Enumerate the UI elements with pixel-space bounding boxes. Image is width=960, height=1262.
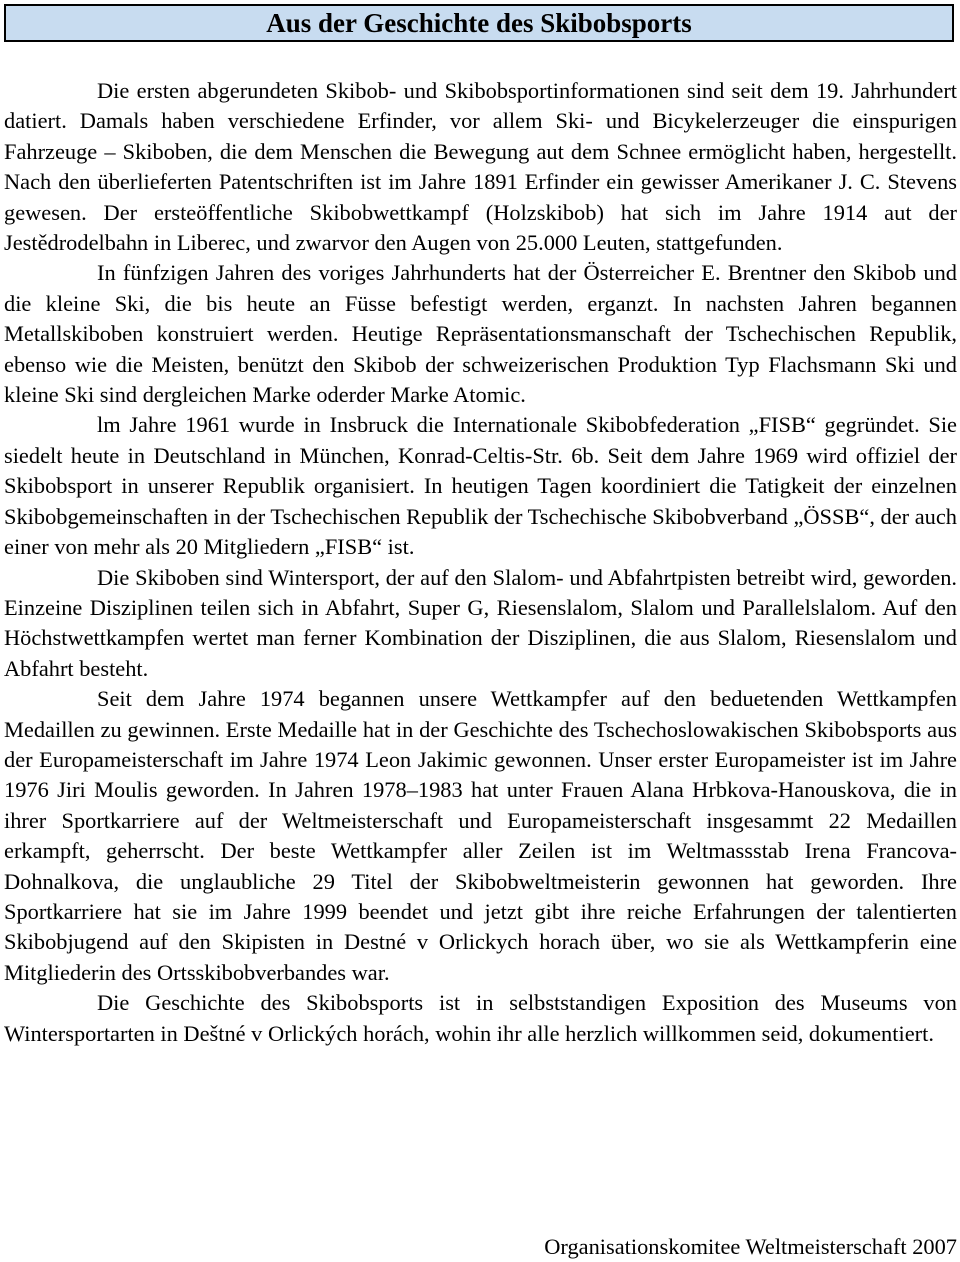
title-banner	[4, 4, 954, 42]
paragraph-fifties: In fünfzigen Jahren des voriges Jahrhunderts hat der Österreicher E. Brentner den Skibob und die kleine Ski, die bis heute an Füsse befestigt werden, erganzt. In nachsten Jahren begannen Metallskiboben konstruiert werden. Heutige Repräsentationsmanschaft der Tschechischen Republik, ebenso wie die Meisten, benützt den Skibob der schweizerischen Produktion Typ Flachsmann Ski und kleine Ski sind dergleichen Marke oderder Marke Atomic.	[4, 260, 957, 408]
paragraph-early-history: Die ersten abgerundeten Skibob- und Skibobsportinformationen sind seit dem 19. Jahrhundert datiert. Damals haben verschiedene Erfinder, vor allem Ski- und Bicykelerzeuger die einspurigen Fahrzeuge – Skiboben, die dem Menschen die Bewegung aut dem Schnee ermöglicht haben, hergestellt. Nach den überlieferten Patentschriften ist im Jahre 1891 Erfinder ein gewisser Amerikaner J. C. Stevens gewesen. Der ersteöffentliche Skibobwettkampf (Holzskibob) hat sich im Jahre 1914 aut der Jestědrodelbahn in Liberec, und zwarvor den Augen von 25.000 Leuten, stattgefunden.	[4, 78, 957, 256]
article-body	[4, 76, 957, 1049]
page-title: Aus der Geschichte des Skibobsports	[266, 7, 692, 38]
paragraph-disciplines: Die Skiboben sind Wintersport, der auf den Slalom- und Abfahrtpisten betreibt wird, geworden. Einzeine Disziplinen teilen sich in Abfahrt, Super G, Riesenslalom, Slalom und Parallelslalom. Auf den Höchstwettkampfen wertet man ferner Kombination der Disziplinen, die aus Slalom, Riesenslalom und Abfahrt besteht.	[4, 564, 957, 681]
paragraph-medals: Seit dem Jahre 1974 begannen unsere Wettkampfer auf den beduetenden Wettkampfen Medaillen zu gewinnen. Erste Medaille hat in der Geschichte des Tschechoslowakischen Skibobsports aus der Europameisterschaft im Jahre 1974 Leon Jakimic gewonnen. Unser erster Europameister ist im Jahre 1976 Jiri Moulis geworden. In Jahren 1978–1983 hat unter Frauen Alana Hrbkova-Hanouskova, die in ihrer Sportkarriere auf der Weltmeisterschaft und Europameisterschaft insgesammt 22 Medaillen erkampft, geherrscht. Der beste Wettkampfer aller Zeilen ist im Weltmassstab Irena Francova-Dohnalkova, die unglaubliche 29 Titel der Skibobweltmeisterin gewonnen hat geworden. Ihre Sportkarriere hat sie im Jahre 1999 beendet und jetzt gibt ihre reiche Erfahrungen der talentierten Skibobjugend auf den Skipisten in Destné v Orlickych horach über, wo sie als Wettkampferin eine Mitgliederin des Ortsskibobverbandes war.	[4, 686, 957, 985]
paragraph-museum: Die Geschichte des Skibobsports ist in selbststandigen Exposition des Museums von Wintersportarten in Deštné v Orlických horách, wohin ihr alle herzlich willkommen seid, dokumentiert.	[4, 990, 957, 1046]
paragraph-fisb: lm Jahre 1961 wurde in Insbruck die Internationale Skibobfederation „FISB“ gegründet. Sie siedelt heute in Deutschland in München, Konrad-Celtis-Str. 6b. Seit dem Jahre 1969 wird offiziel der Skibobsport in unserer Republik organisiert. In heutigen Tagen koordiniert die Tatigkeit der einzelnen Skibobgemeinschaften in der Tschechischen Republik der Tschechische Skibobverband „ÖSSB“, der auch einer von mehr als 20 Mitgliedern „FISB“ ist.	[4, 412, 957, 560]
signature-line: Organisationskomitee Weltmeisterschaft 2007	[544, 1234, 957, 1259]
